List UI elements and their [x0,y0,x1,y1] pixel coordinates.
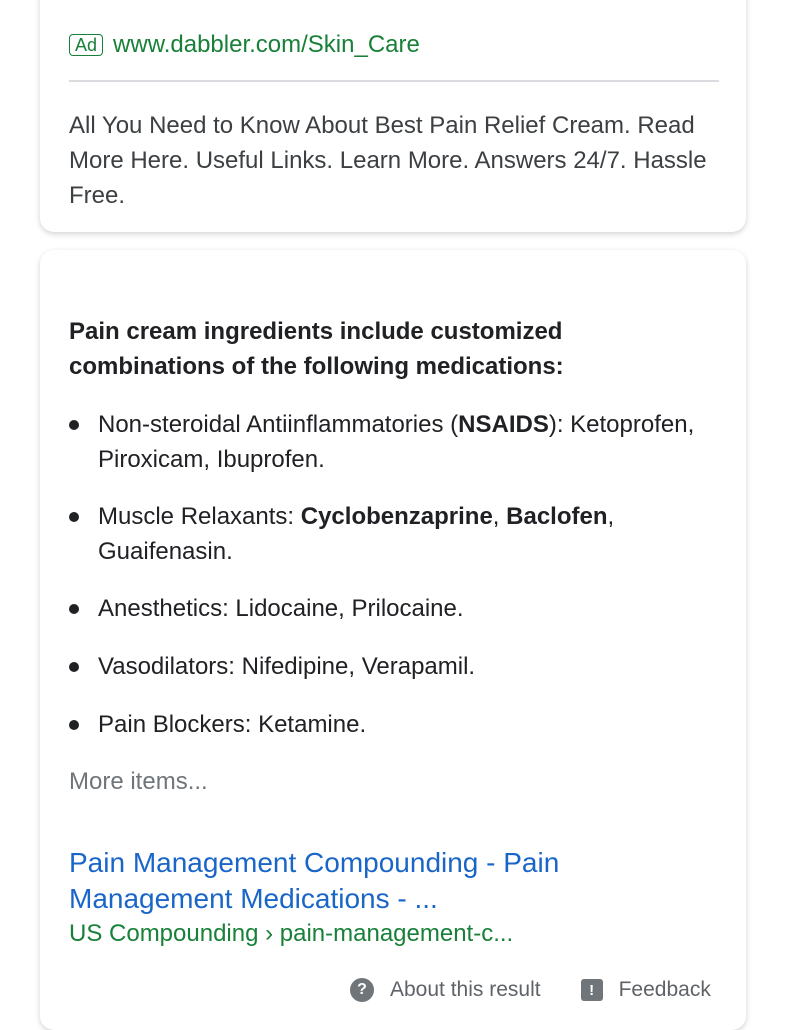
bullet-icon [69,604,79,614]
bullet-icon [69,662,79,672]
list-item [69,499,739,591]
bullet-icon [69,512,79,522]
bold-term: NSAIDS [458,411,549,438]
ad-divider [69,80,719,82]
more-items-link[interactable]: More items... [69,768,208,795]
bold-term: Cyclobenzaprine [300,503,493,530]
ad-badge: Ad [69,34,103,56]
list-item-segment: Anesthetics: Lidocaine, Prilocaine. [98,595,464,622]
list-item-text [98,653,475,680]
bullet-icon [69,420,79,430]
bold-term: Baclofen [506,503,608,530]
list-item-segment: Muscle Relaxants: [98,503,301,530]
ad-url-line[interactable] [69,30,420,60]
list-item-text [98,503,614,565]
list-item-text [98,711,366,738]
ad-description: All You Need to Know About Best Pain Relief Cream. Read More Here. Useful Links. Learn More. Answers 24/7. Hassle Free. [69,112,707,209]
result-footer [350,978,711,1002]
feedback-link[interactable]: Feedback [618,978,711,1001]
about-this-result-link[interactable]: About this result [390,978,541,1001]
list-item [69,649,739,707]
list-item-segment: ): Ketoprofen, Piroxicam, Ibuprofen. [98,411,695,473]
list-item-segment: , [492,503,507,530]
ad-url[interactable]: www.dabbler.com/Skin_Care [113,31,420,58]
list-item [69,591,739,649]
snippet-heading: Pain cream ingredients include customized combinations of the following medications: [69,318,564,380]
list-item [69,407,739,499]
list-item-text [98,411,694,473]
result-title-link[interactable]: Pain Management Compounding - Pain Management Medications - ... [69,847,560,914]
list-item-segment: Non-steroidal Antiinflammatories ( [98,411,459,438]
list-item [69,707,739,765]
bullet-icon [69,720,79,730]
list-item-text [98,595,464,622]
list-item-segment: Vasodilators: Nifedipine, Verapamil. [98,653,476,680]
result-cite[interactable]: US Compounding › pain-management-c... [69,920,514,947]
help-icon[interactable]: ? [350,978,374,1002]
feedback-icon[interactable]: ! [581,979,603,1001]
list-item-segment: Pain Blockers: Ketamine. [98,711,367,738]
ingredients-list [69,407,739,765]
list-item-segment: , Guaifenasin. [98,503,615,565]
